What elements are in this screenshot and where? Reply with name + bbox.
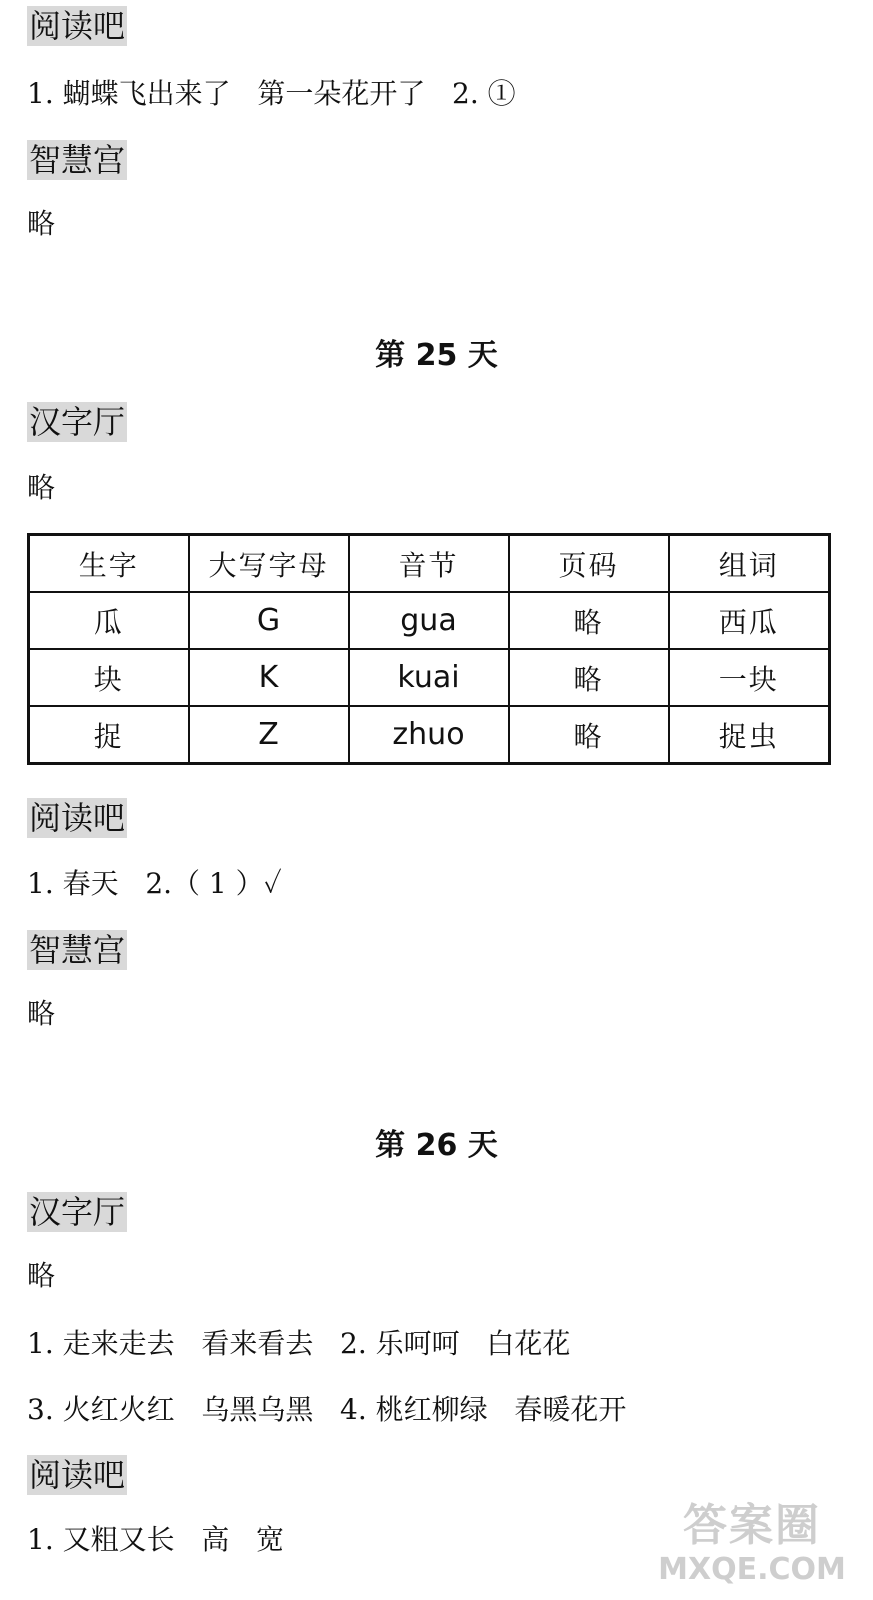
table-cell: 西瓜 [669, 592, 830, 649]
table-cell: 略 [509, 592, 669, 649]
hanzi-section-heading: 汉字厅 [29, 1193, 126, 1231]
wisdom-answer-text: 略 [27, 997, 56, 1030]
table-cell: 捉 [29, 706, 189, 764]
table-header-cell: 生字 [29, 535, 189, 593]
site-watermark [657, 1500, 847, 1594]
character-table [27, 533, 831, 765]
table-cell: 捉虫 [669, 706, 830, 764]
hanzi-answer-line: 1. 走来走去 看来看去 2. 乐呵呵 白花花 [27, 1327, 571, 1360]
watermark-url: MXQE.COM [658, 1552, 846, 1587]
reading-section-heading: 阅读吧 [29, 1456, 126, 1494]
table-header-row [29, 535, 830, 593]
reading-section-heading: 阅读吧 [29, 799, 126, 837]
reading-section-heading: 阅读吧 [29, 7, 126, 45]
table-cell: 一块 [669, 649, 830, 706]
table-cell: Z [189, 706, 349, 764]
table-cell: kuai [349, 649, 509, 706]
hanzi-answer-text: 略 [27, 471, 56, 504]
table-cell: zhuo [349, 706, 509, 764]
table-header-cell: 页码 [509, 535, 669, 593]
table-header-cell: 组词 [669, 535, 830, 593]
wisdom-section-heading: 智慧宫 [29, 141, 126, 179]
table-cell: gua [349, 592, 509, 649]
wisdom-section-heading: 智慧宫 [29, 931, 126, 969]
table-cell: 块 [29, 649, 189, 706]
table-cell: K [189, 649, 349, 706]
table-row [29, 706, 830, 764]
watermark-logo: 答案圈 [683, 1500, 821, 1551]
table-row [29, 592, 830, 649]
reading-answer-line: 1. 蝴蝶飞出来了 第一朵花开了 2. ① [27, 77, 516, 110]
table-cell: G [189, 592, 349, 649]
reading-answer-line: 1. 春天 2.（ 1 ）✓ [27, 867, 282, 900]
table-cell: 略 [509, 649, 669, 706]
day-25-title: 第 25 天 [375, 338, 498, 373]
hanzi-answer-text: 略 [27, 1259, 56, 1292]
reading-answer-line: 1. 又粗又长 高 宽 [27, 1523, 285, 1556]
table-cell: 略 [509, 706, 669, 764]
wisdom-answer-text: 略 [27, 207, 56, 240]
hanzi-answer-line: 3. 火红火红 乌黑乌黑 4. 桃红柳绿 春暖花开 [27, 1393, 627, 1426]
hanzi-section-heading: 汉字厅 [29, 403, 126, 441]
table-cell: 瓜 [29, 592, 189, 649]
table-row [29, 649, 830, 706]
table-header-cell: 大写字母 [189, 535, 349, 593]
table-header-cell: 音节 [349, 535, 509, 593]
day-26-title: 第 26 天 [375, 1128, 498, 1163]
